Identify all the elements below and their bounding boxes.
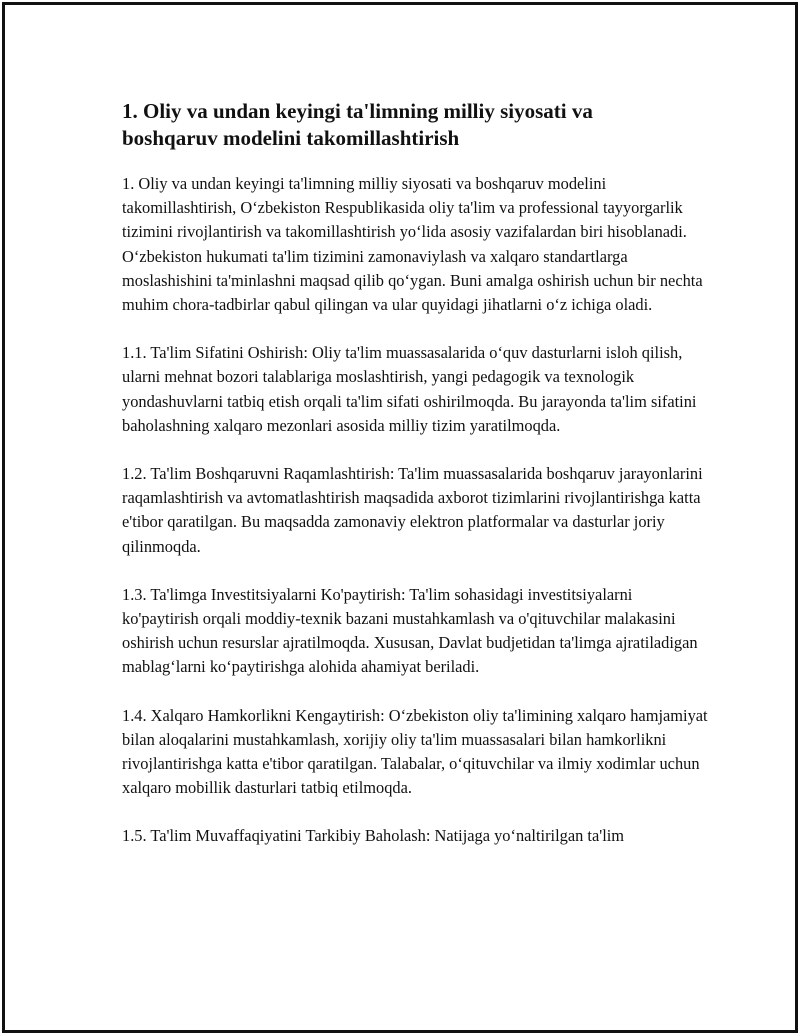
heading-line-2: boshqaruv modelini takomillashtirish [122, 126, 460, 150]
paragraph-intro: 1. Oliy va undan keyingi ta'limning milliy siyosati va boshqaruv modelini takomillashtirish, O‘zbekiston Respublikasida oliy ta'lim va professional tayyorgarlik tizimini rivojlantirish va takomillashtirish yo‘lida asosiy vazifalardan biri hisoblanadi. O‘zbekiston hukumati ta'lim tizimini zamonaviylash va xalqaro standartlarga moslashishini ta'minlashni maqsad qilib qo‘ygan. Buni amalga oshirish uchun bir nechta muhim chora-tadbirlar qabul qilingan va ular quyidagi jihatlarni o‘z ichiga oladi. [122, 174, 703, 315]
paragraph-1-5: 1.5. Ta'lim Muvaffaqiyatini Tarkibiy Baholash: Natijaga yo‘naltirilgan ta'lim [122, 826, 625, 846]
page-frame [2, 2, 798, 1033]
paragraph-1-3: 1.3. Ta'limga Investitsiyalarni Ko'paytirish: Ta'lim sohasidagi investitsiyalarni ko'paytirish orqali moddiy-texnik bazani mustahkamlash va o'qituvchilar malakasini oshirish uchun resurslar ajratilmoqda. Xususan, Davlat budjetidan ta'limga ajratiladigan mablag‘larni ko‘paytirishga alohida ahamiyat beriladi. [122, 584, 698, 677]
heading-line-1: 1. Oliy va undan keyingi ta'limning milliy siyosati va [122, 99, 593, 123]
paragraph-1-2: 1.2. Ta'lim Boshqaruvni Raqamlashtirish: Ta'lim muassasalarida boshqaruv jarayonlarini raqamlashtirish va avtomatlashtirish maqsadida axborot tizimlarini rivojlantirishga katta e'tibor qaratilgan. Bu maqsadda zamonaviy elektron platformalar va dasturlar joriy qilinmoqda. [122, 464, 703, 556]
paragraph-1-1: 1.1. Ta'lim Sifatini Oshirish: Oliy ta'lim muassasalarida o‘quv dasturlarni isloh qilish, ularni mehnat bozori talablariga moslashtirish, yangi pedagogik va texnologik yondashuvlarni tatbiq etish orqali ta'lim sifati oshirilmoqda. Bu jarayonda ta'lim sifatini baholashning xalqaro mezonlari asosida milliy tizim yaratilmoqda. [122, 343, 697, 435]
section-heading [122, 98, 712, 152]
paragraph-1-4: 1.4. Xalqaro Hamkorlikni Kengaytirish: O‘zbekiston oliy ta'limining xalqaro hamjamiyat bilan aloqalarini mustahkamlash, xorijiy oliy ta'lim muassasalari bilan hamkorlikni rivojlantirishga katta e'tibor qaratilgan. Talabalar, o‘qituvchilar va ilmiy xodimlar uchun xalqaro mobillik dasturlari tatbiq etilmoqda. [122, 705, 708, 798]
document-body [122, 98, 712, 873]
